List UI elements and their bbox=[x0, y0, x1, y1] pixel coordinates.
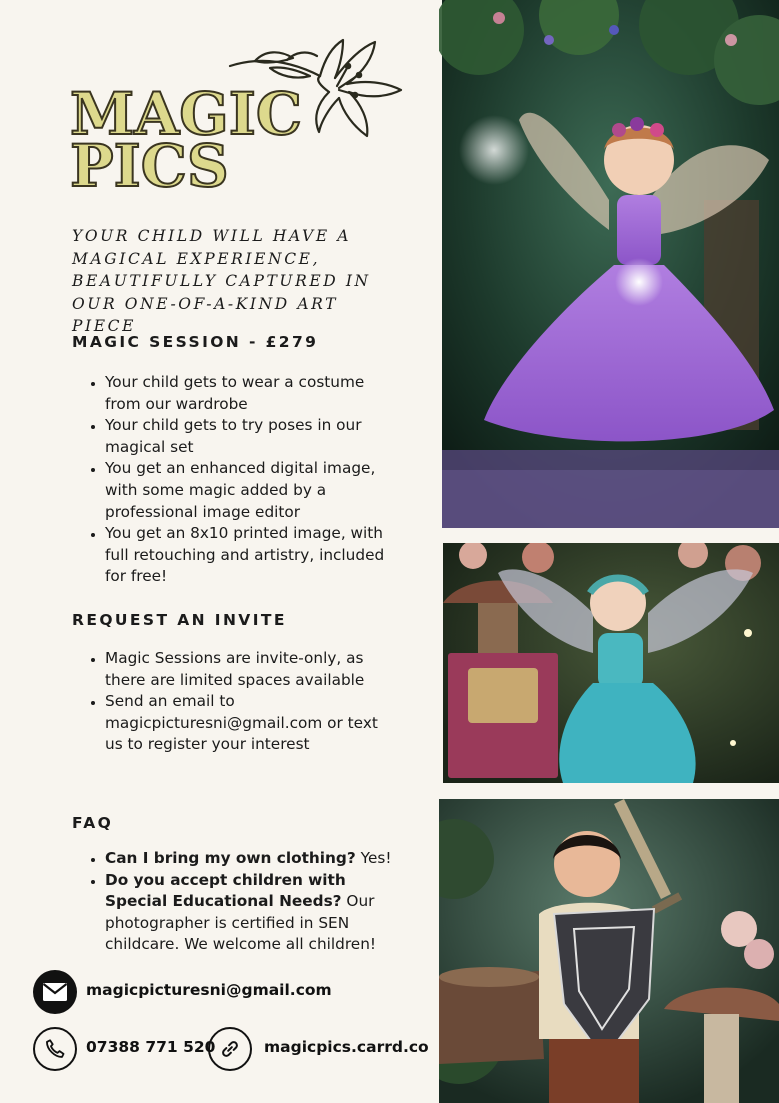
list-item: • You get an enhanced digital image, with some magic added by a professional image editor bbox=[105, 458, 395, 523]
list-item: • Magic Sessions are invite-only, as there are limited spaces available bbox=[105, 648, 380, 691]
faq-answer: Yes! bbox=[355, 849, 392, 867]
phone-icon bbox=[33, 1027, 77, 1071]
faq-question: Do you accept children with Special Educational Needs? bbox=[105, 870, 346, 911]
link-icon bbox=[208, 1027, 252, 1071]
fairy-girl-purple-dress-photo bbox=[439, 0, 779, 528]
faq-answer: Our photographer is certified in SEN childcare. We welcome all children! bbox=[105, 892, 377, 954]
brand-title-line1: MAGIC bbox=[70, 80, 303, 148]
faq-question: Can I bring my own clothing? bbox=[105, 849, 356, 867]
faq-list bbox=[72, 848, 405, 956]
invite-list bbox=[72, 648, 380, 756]
list-item: • Your child gets to wear a costume from our wardrobe bbox=[105, 372, 395, 415]
email-link[interactable]: magicpicturesni@gmail.com bbox=[86, 981, 332, 999]
session-heading: MAGIC SESSION - £279 bbox=[72, 333, 319, 351]
list-item: • You get an 8x10 printed image, with full retouching and artistry, included for free! bbox=[105, 523, 395, 588]
session-list bbox=[72, 372, 395, 588]
invite-heading: REQUEST AN INVITE bbox=[72, 611, 287, 629]
brand-title-line2: PICS bbox=[70, 132, 229, 200]
fairy-toddler-teal-dress-photo bbox=[443, 543, 779, 783]
faq-heading: FAQ bbox=[72, 814, 114, 832]
list-item: • Send an email to magicpicturesni@gmail.com or text us to register your interest bbox=[105, 691, 380, 756]
website-link[interactable]: magicpics.carrd.co bbox=[264, 1038, 429, 1056]
phone-link[interactable]: 07388 771 520 bbox=[86, 1038, 216, 1056]
list-item: • Your child gets to try poses in our magical set bbox=[105, 415, 395, 458]
boy-knight-sword-photo bbox=[439, 799, 779, 1103]
email-icon bbox=[33, 970, 77, 1014]
tagline: YOUR CHILD WILL HAVE A MAGICAL EXPERIENCE, BEAUTIFULLY CAPTURED IN OUR ONE-OF-A-KIND ART PIECE bbox=[72, 227, 371, 335]
faq-item bbox=[105, 870, 405, 956]
faq-item bbox=[105, 848, 405, 870]
brand-title bbox=[70, 80, 330, 200]
